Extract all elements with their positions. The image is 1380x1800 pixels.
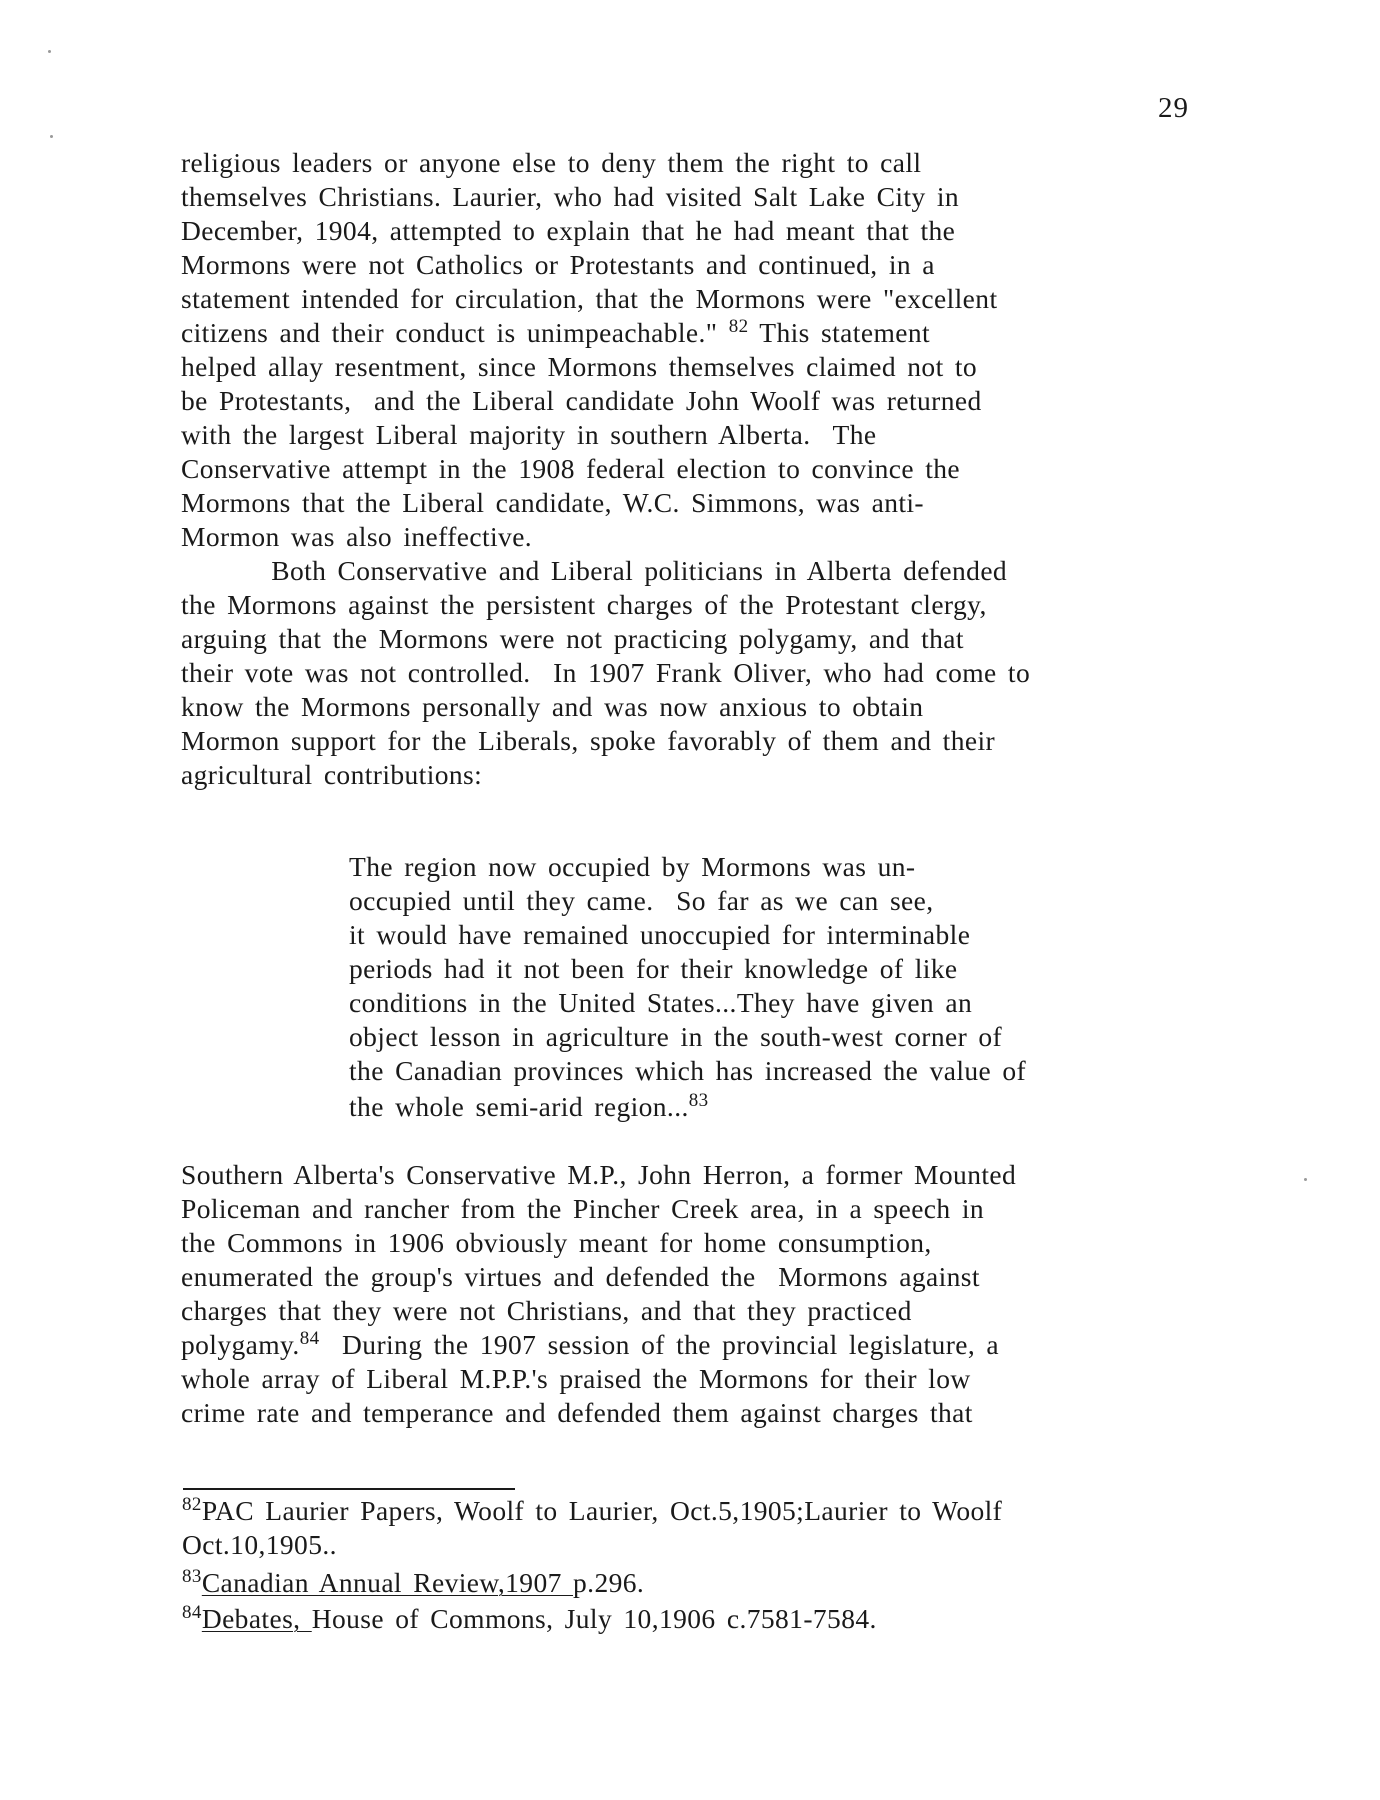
footnote-84 (182, 1602, 877, 1636)
body-line-text: polygamy. (181, 1329, 300, 1360)
body-line: charges that they were not Christians, and that they practiced (181, 1295, 912, 1326)
quote-line-with-footnote (349, 1090, 709, 1124)
body-line: Conservative attempt in the 1908 federal election to convince the (181, 453, 961, 484)
footnote-text: House of Commons, July 10,1906 c.7581-7584. (311, 1603, 877, 1634)
body-line: Both Conservative and Liberal politicians in Alberta defended (181, 555, 1008, 586)
body-line: Mormon support for the Liberals, spoke favorably of them and their (181, 725, 996, 756)
footnote-divider (183, 1488, 515, 1490)
quote-line: object lesson in agriculture in the south-west corner of (349, 1021, 1003, 1052)
body-line-with-footnote (181, 316, 930, 350)
body-line: Mormon was also ineffective. (181, 521, 533, 552)
body-line: Policeman and rancher from the Pincher Creek area, in a speech in (181, 1193, 985, 1224)
body-line: crime rate and temperance and defended them against charges that (181, 1397, 973, 1428)
body-line: helped allay resentment, since Mormons themselves claimed not to (181, 351, 978, 382)
footnote-source-title: Canadian Annual Review,1907 (201, 1567, 574, 1598)
footnote-ref-83: 83 (688, 1090, 709, 1111)
body-line: Mormons that the Liberal candidate, W.C. Simmons, was anti- (181, 487, 924, 518)
body-line: Southern Alberta's Conservative M.P., John Herron, a former Mounted (181, 1159, 1017, 1190)
footnote-ref-84: 84 (299, 1328, 320, 1349)
body-line: their vote was not controlled. In 1907 Frank Oliver, who had come to (181, 657, 1031, 688)
quote-line: periods had it not been for their knowledge of like (349, 953, 958, 984)
footnote-source-title: Debates, (201, 1603, 312, 1634)
scan-speck (50, 135, 53, 138)
quote-line-text: the whole semi-arid region... (349, 1091, 689, 1122)
page-number: 29 (1158, 92, 1189, 124)
body-line-text: During the 1907 session of the provincial legislature, a (319, 1329, 1000, 1360)
body-line: arguing that the Mormons were not practicing polygamy, and that (181, 623, 964, 654)
body-line-with-footnote (181, 1328, 999, 1362)
body-line-text: This statement (748, 317, 931, 348)
body-line: the Commons in 1906 obviously meant for home consumption, (181, 1227, 932, 1258)
footnote-83 (182, 1566, 644, 1600)
footnote-82-continued: Oct.10,1905.. (182, 1529, 337, 1560)
body-line: know the Mormons personally and was now anxious to obtain (181, 691, 924, 722)
quote-line: it would have remained unoccupied for interminable (349, 919, 971, 950)
body-line: themselves Christians. Laurier, who had visited Salt Lake City in (181, 181, 960, 212)
body-line: Mormons were not Catholics or Protestants and continued, in a (181, 249, 935, 280)
footnote-number: 83 (182, 1566, 202, 1587)
footnote-number: 82 (182, 1494, 202, 1515)
body-line: December, 1904, attempted to explain that he had meant that the (181, 215, 956, 246)
quote-line: the Canadian provinces which has increased the value of (349, 1055, 1027, 1086)
body-line: with the largest Liberal majority in southern Alberta. The (181, 419, 877, 450)
body-line: whole array of Liberal M.P.P.'s praised the Mormons for their low (181, 1363, 971, 1394)
body-line: be Protestants, and the Liberal candidate John Woolf was returned (181, 385, 982, 416)
body-line: enumerated the group's virtues and defended the Mormons against (181, 1261, 980, 1292)
body-line: religious leaders or anyone else to deny them the right to call (181, 147, 922, 178)
footnote-82 (182, 1494, 1002, 1528)
footnote-ref-82: 82 (728, 316, 749, 337)
quote-line: The region now occupied by Mormons was un- (349, 851, 916, 882)
footnote-text: p.296. (573, 1567, 645, 1598)
body-line-text: citizens and their conduct is unimpeachable." (181, 317, 729, 348)
body-line: agricultural contributions: (181, 759, 483, 790)
footnote-number: 84 (182, 1602, 202, 1623)
quote-line: conditions in the United States...They have given an (349, 987, 973, 1018)
scan-speck (1304, 1178, 1307, 1181)
scan-speck (48, 50, 51, 53)
footnote-text: PAC Laurier Papers, Woolf to Laurier, Oct.5,1905;Laurier to Woolf (201, 1495, 1003, 1526)
body-line: statement intended for circulation, that the Mormons were "excellent (181, 283, 998, 314)
quote-line: occupied until they came. So far as we can see, (349, 885, 934, 916)
body-line: the Mormons against the persistent charges of the Protestant clergy, (181, 589, 987, 620)
